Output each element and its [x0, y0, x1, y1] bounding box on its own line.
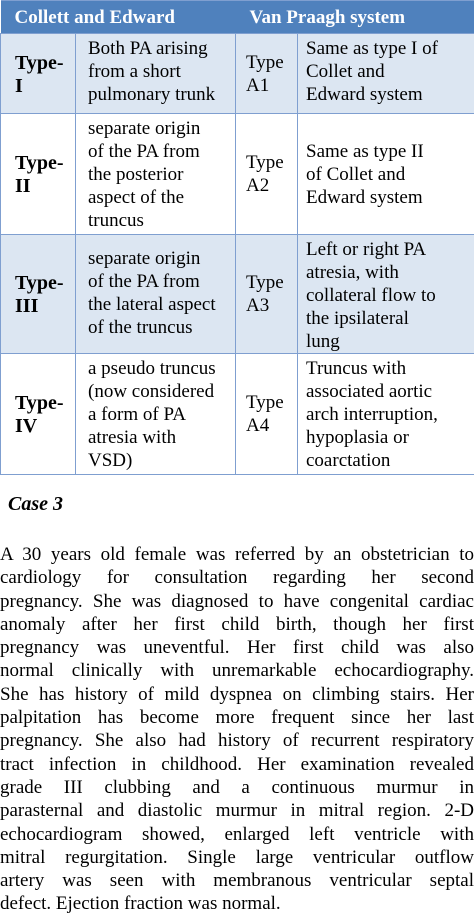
desc-line: from a short: [88, 61, 181, 82]
vp-desc-cell: [298, 354, 474, 475]
table-header-row: [1, 1, 474, 34]
vp-type-code: A2: [246, 175, 270, 196]
desc-line: of the truncus: [88, 317, 193, 338]
desc-line: lung: [306, 331, 340, 352]
paragraph-line: pregnancy was uneventful. Her first child was also: [0, 637, 474, 659]
case-paragraph: [0, 543, 474, 916]
desc-line: separate origin: [88, 248, 201, 269]
vp-type-cell: [236, 235, 298, 354]
paragraph-line: grade III clubbing and a continuous murmur in: [0, 776, 474, 798]
desc-line: associated aortic: [306, 381, 433, 402]
desc-line: collateral flow to: [306, 285, 436, 306]
desc-line: of Collet and: [306, 164, 406, 185]
desc-line: Left or right PA: [306, 239, 427, 260]
desc-line: Same as type II: [306, 141, 424, 162]
vp-desc-cell: [298, 114, 474, 235]
desc-line: Truncus with: [306, 358, 407, 379]
vp-type-code: A3: [246, 295, 270, 316]
header-collett-edward: Collett and Edward: [1, 1, 236, 34]
desc-line: hypoplasia or: [306, 427, 409, 448]
paragraph-line: defect. Ejection fraction was normal.: [0, 893, 281, 915]
desc-line: atresia with: [88, 427, 177, 448]
paragraph-line: pregnancy. She also had history of recurrent respiratory: [0, 730, 474, 752]
desc-line: the posterior: [88, 164, 184, 185]
desc-line: (now considered: [88, 381, 215, 402]
desc-line: aspect of the: [88, 187, 185, 208]
vp-type-cell: [236, 354, 298, 475]
paragraph-line: mitral regurgitation. Single large ventricular outflow: [0, 846, 474, 868]
desc-line: of the PA from: [88, 271, 200, 292]
type-label: Type-: [15, 51, 64, 74]
vp-type-cell: [236, 114, 298, 235]
desc-line: Collet and: [306, 61, 385, 82]
paragraph-line: tract infection in childhood. Her examination revealed: [0, 753, 474, 775]
type-cell: [1, 235, 76, 354]
desc-cell: [76, 354, 236, 475]
table-row: [1, 354, 474, 475]
desc-line: Edward system: [306, 84, 423, 105]
type-cell: [1, 114, 76, 235]
vp-type-cell: [236, 34, 298, 114]
type-numeral: II: [15, 175, 31, 197]
vp-type-code: A4: [246, 415, 270, 436]
type-label: Type-: [15, 272, 64, 294]
type-label: Type-: [15, 152, 64, 174]
type-numeral: IV: [15, 415, 38, 437]
desc-cell: [76, 114, 236, 235]
desc-line: VSD): [88, 450, 133, 471]
type-cell: [1, 354, 76, 475]
table-row: [1, 34, 474, 114]
vp-type-label: Type: [246, 392, 284, 413]
paragraph-line: echocardiogram showed, enlarged left ventricle with: [0, 823, 474, 845]
desc-line: separate origin: [88, 118, 201, 139]
desc-line: Edward system: [306, 187, 423, 208]
type-numeral: I: [15, 74, 23, 97]
desc-line: of the PA from: [88, 141, 200, 162]
desc-line: coarctation: [306, 450, 391, 471]
vp-type-label: Type: [246, 51, 284, 73]
table-row: [1, 235, 474, 354]
paragraph-line: A 30 years old female was referred by an obstetrician to: [0, 544, 474, 565]
desc-line: Both PA arising: [88, 38, 208, 59]
desc-line: truncus: [88, 210, 144, 231]
vp-type-label: Type: [246, 152, 284, 173]
desc-cell: [76, 235, 236, 354]
table-row: [1, 114, 474, 235]
type-label: Type-: [15, 392, 64, 414]
vp-desc-cell: [298, 34, 474, 114]
desc-line: Same as type I of: [306, 38, 438, 59]
paragraph-line: pregnancy. She was diagnosed to have congenital cardiac: [0, 590, 474, 612]
type-numeral: III: [15, 295, 39, 317]
paragraph-line: parasternal and diastolic murmur in mitral region. 2-D: [0, 800, 474, 822]
header-van-praagh: Van Praagh system: [236, 1, 474, 34]
desc-line: a form of PA: [88, 404, 186, 425]
vp-type-code: A1: [246, 74, 270, 96]
vp-desc-cell: [298, 235, 474, 354]
paragraph-line: normal clinically with unremarkable echocardiography.: [0, 660, 474, 682]
paragraph-line: cardiology for consultation regarding her second: [0, 567, 474, 589]
desc-line: pulmonary trunk: [88, 84, 216, 105]
desc-cell: [76, 34, 236, 114]
paragraph-line: palpitation has become more frequent since her last: [0, 707, 474, 729]
desc-line: the lateral aspect: [88, 294, 216, 315]
desc-line: the ipsilateral: [306, 308, 409, 329]
desc-line: atresia, with: [306, 262, 399, 283]
type-cell: [1, 34, 76, 114]
paragraph-line: anomaly after her first child birth, though her first: [0, 613, 474, 635]
case-heading: Case 3: [8, 493, 63, 515]
vp-type-label: Type: [246, 272, 284, 293]
desc-line: arch interruption,: [306, 404, 438, 425]
paragraph-line: artery was seen with membranous ventricular septal: [0, 870, 474, 892]
paragraph-line: She has history of mild dyspnea on climbing stairs. Her: [0, 683, 474, 705]
desc-line: a pseudo truncus: [88, 358, 216, 379]
